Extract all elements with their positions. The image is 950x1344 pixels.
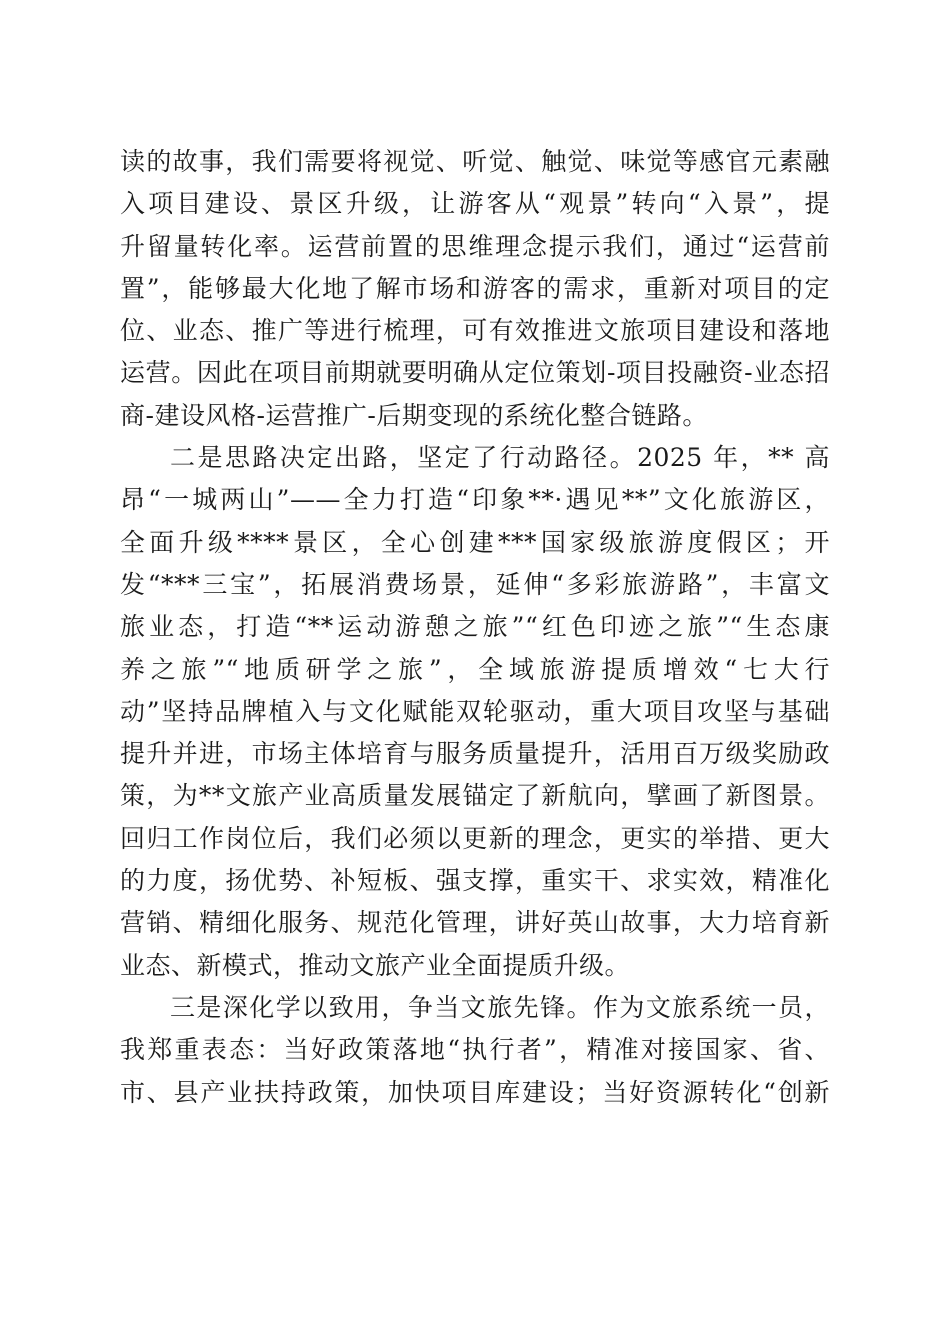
paragraph-3-line: 市、县产业扶持政策，加快项目库建设；当好资源转化“创新 <box>120 1077 830 1107</box>
paragraph-2-line: 的力度，扬优势、补短板、强支撑，重实干、求实效，精准化 <box>120 866 830 896</box>
paragraph-2-line: 策，为**文旅产业高质量发展锚定了新航向，擘画了新图景。 <box>120 781 830 811</box>
paragraph-1-line: 位、业态、推广等进行梳理，可有效推进文旅项目建设和落地 <box>120 316 830 346</box>
document-body <box>120 141 830 1114</box>
paragraph-3-line: 我郑重表态：当好政策落地“执行者”，精准对接国家、省、 <box>120 1035 830 1065</box>
paragraph-2-line: 昂“一城两山”——全力打造“印象**·遇见**”文化旅游区， <box>120 485 830 515</box>
paragraph-2-line: 提升并进，市场主体培育与服务质量提升，活用百万级奖励政 <box>120 739 830 769</box>
paragraph-1-line: 读的故事，我们需要将视觉、听觉、触觉、味觉等感官元素融 <box>120 147 830 176</box>
paragraph-2-line: 二是思路决定出路，坚定了行动路径。2025 年，** 高 <box>170 443 830 473</box>
paragraph-2-line: 回归工作岗位后，我们必须以更新的理念，更实的举措、更大 <box>120 823 830 853</box>
paragraph-1-line: 入项目建设、景区升级，让游客从“观景”转向“入景”，提 <box>120 189 830 219</box>
paragraph-2-line: 全面升级****景区，全心创建***国家级旅游度假区；开 <box>120 527 830 557</box>
paragraph-1-line: 运营。因此在项目前期就要明确从定位策划-项目投融资-业态招 <box>120 358 830 388</box>
paragraph-2-line: 动”坚持品牌植入与文化赋能双轮驱动，重大项目攻坚与基础 <box>120 696 830 726</box>
paragraph-3-line: 三是深化学以致用，争当文旅先锋。作为文旅系统一员， <box>170 992 830 1022</box>
paragraph-1-line: 置”，能够最大化地了解市场和游客的需求，重新对项目的定 <box>120 273 830 303</box>
paragraph-1-line: 升留量转化率。运营前置的思维理念提示我们，通过“运营前 <box>120 231 830 261</box>
paragraph-2-line: 营销、精细化服务、规范化管理，讲好英山故事，大力培育新 <box>120 908 830 938</box>
paragraph-1-line: 商-建设风格-运营推广-后期变现的系统化整合链路。 <box>120 400 708 430</box>
paragraph-2-line: 旅业态，打造“**运动游憩之旅”“红色印迹之旅”“生态康 <box>120 612 830 642</box>
paragraph-2-line: 发“***三宝”，拓展消费场景，延伸“多彩旅游路”，丰富文 <box>120 569 830 599</box>
paragraph-2-line: 养之旅”“地质研学之旅”，全域旅游提质增效“七大行 <box>120 654 830 684</box>
paragraph-2-line: 业态、新模式，推动文旅产业全面提质升级。 <box>120 950 631 980</box>
